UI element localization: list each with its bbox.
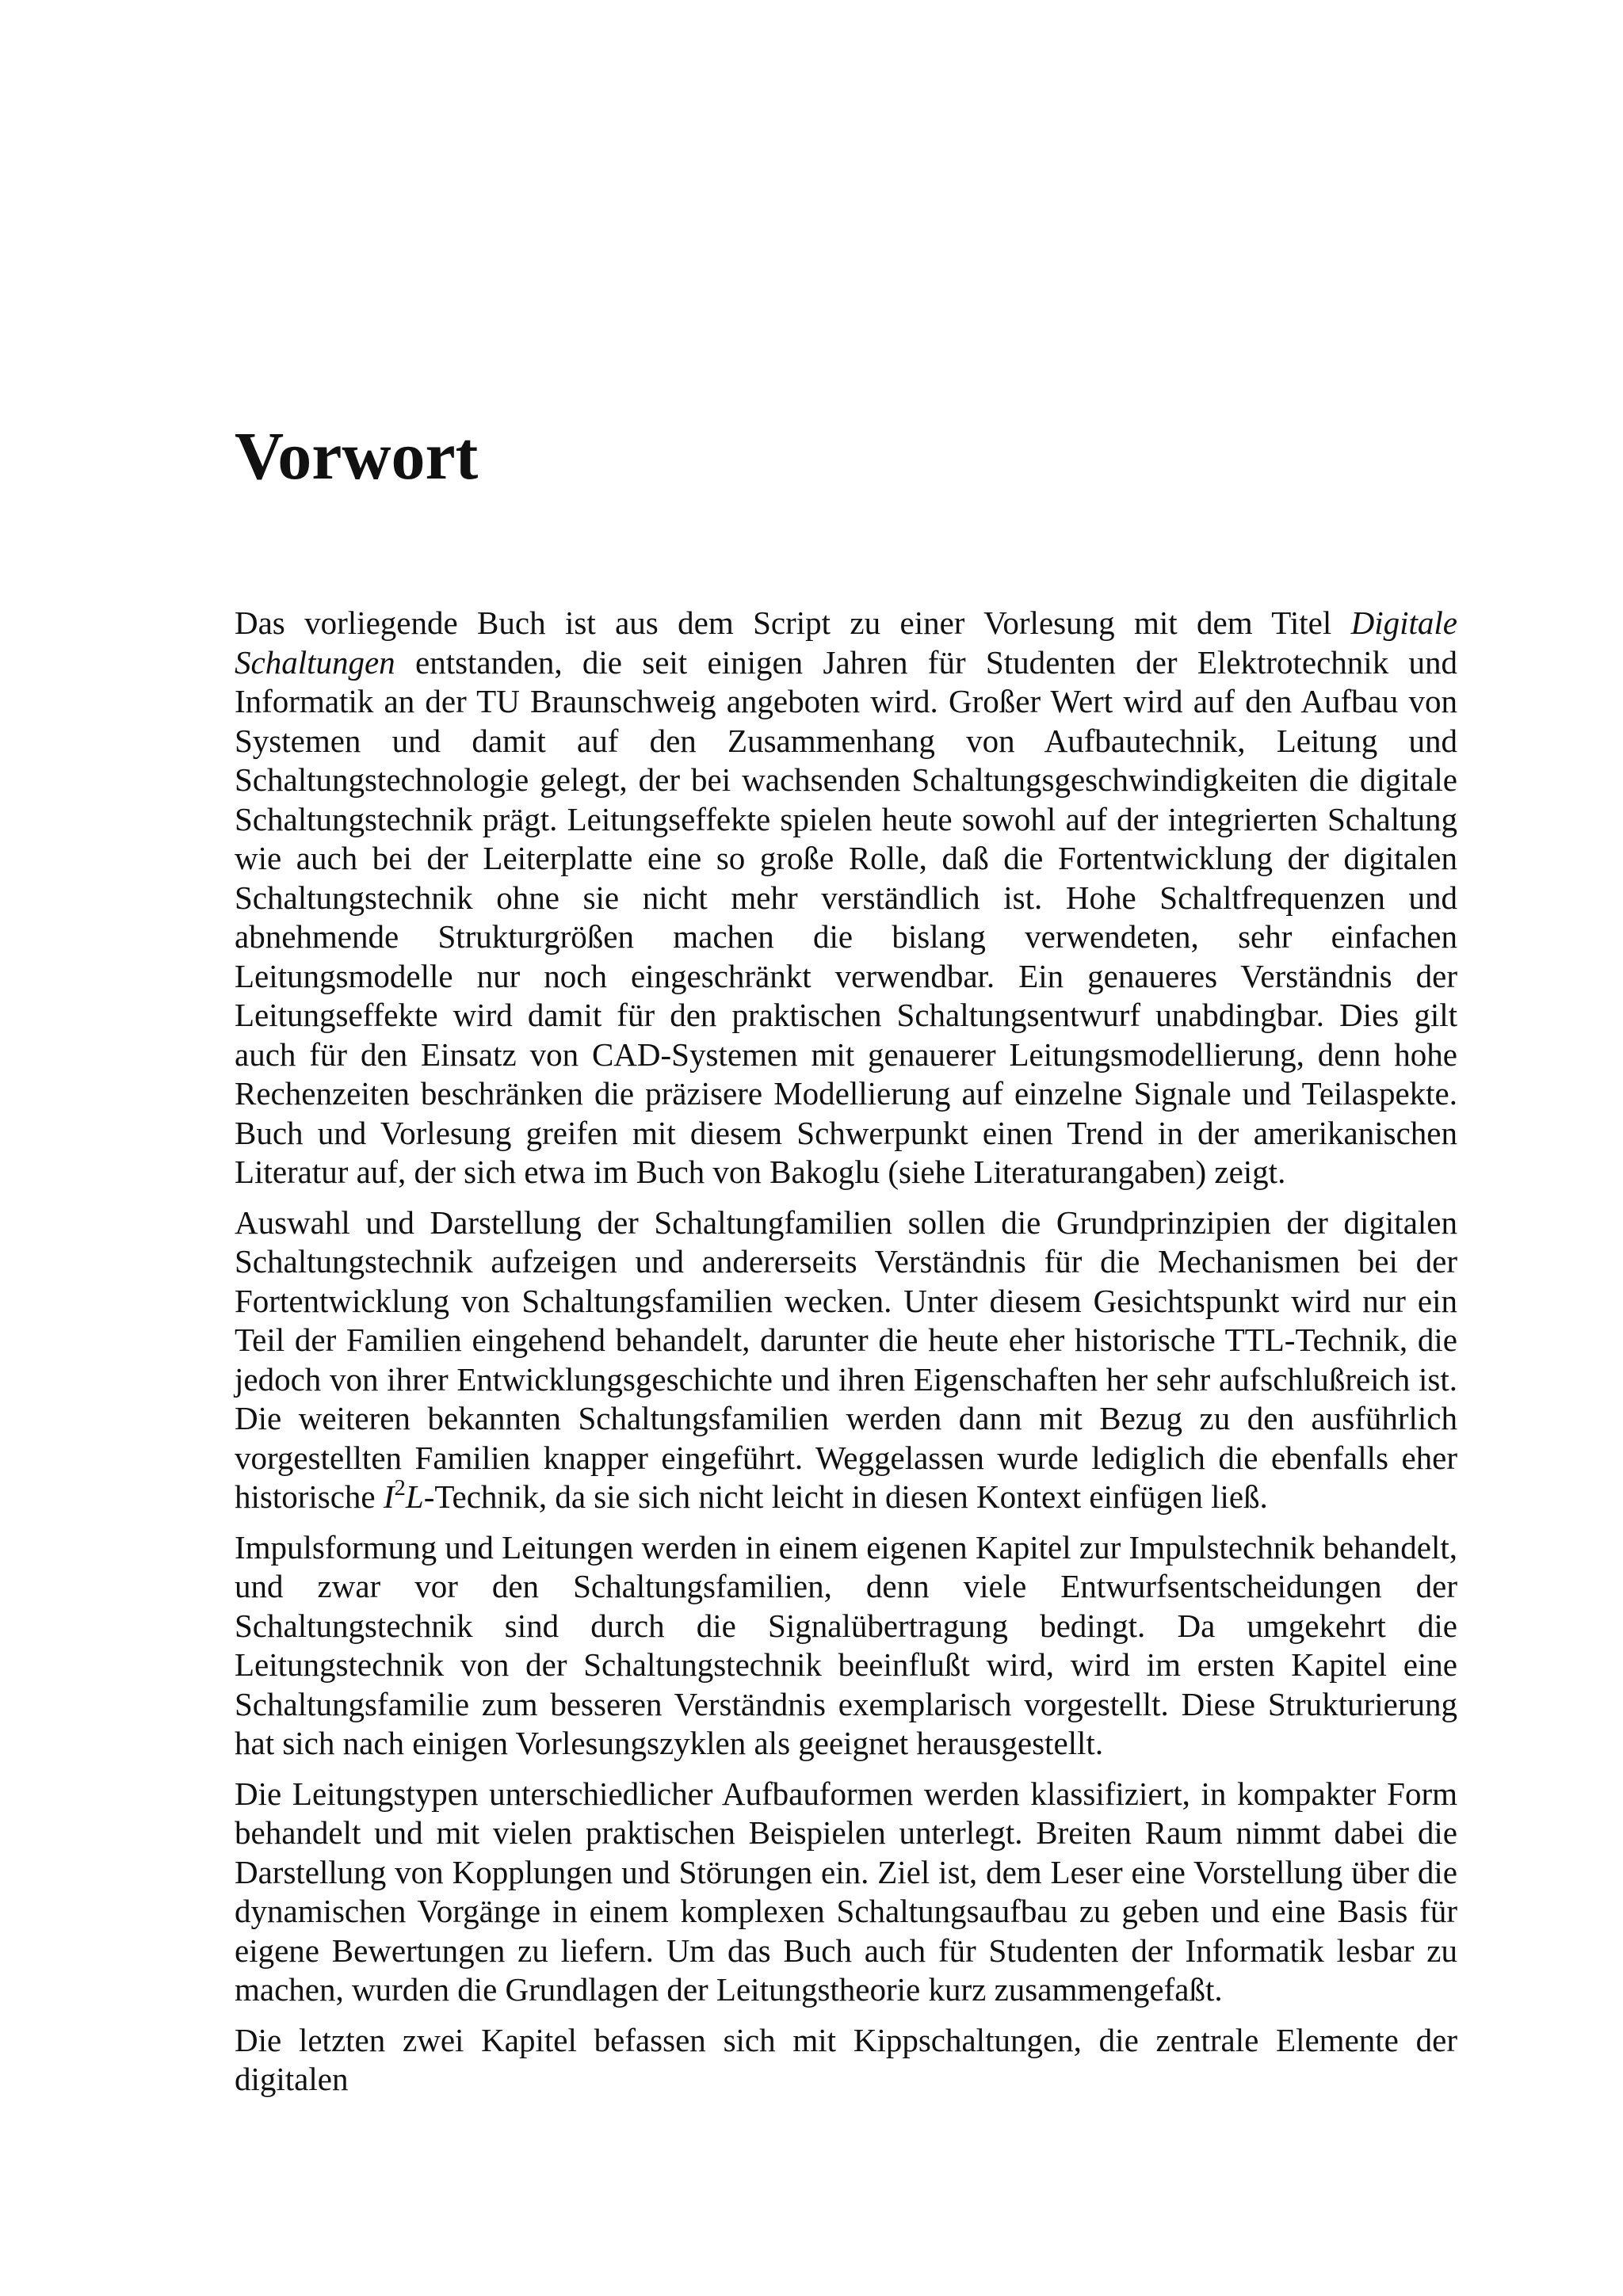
- preface-body: [235, 604, 1457, 2111]
- paragraph-5: Die letzten zwei Kapitel befassen sich mit Kippschaltungen, die zentrale Elemente der digitalen: [235, 2021, 1457, 2097]
- paragraph-2: [235, 1203, 1457, 1517]
- paragraph-1-text-end: entstanden, die seit einigen Jahren für Studenten der Elektrotechnik und Informatik an der TU Braunschweig angeboten wird. Großer Wert wird auf den Aufbau von Systemen und damit auf den Zusammenhang von Aufbautechnik, Leitung und Schaltungstechnologie gelegt, der bei wachsenden Schaltungsgeschwindigkeiten die digitale Schaltungstechnik prägt. Leitungseffekte spielen heute sowohl auf der integrierten Schaltung wie auch bei der Leiterplatte eine so große Rolle, daß die Fortentwicklung der digitalen Schaltungstechnik ohne sie nicht mehr verständlich ist. Hohe Schaltfrequenzen und abnehmende Strukturgrößen machen die bislang verwendeten, sehr einfachen Leitungsmodelle nur noch eingeschränkt verwendbar. Ein genaueres Verständnis der Leitungseffekte wird damit für den praktischen Schaltungsentwurf unabdingbar. Dies gilt auch für den Einsatz von CAD-Systemen mit genauerer Leitungsmodellierung, denn hohe Rechenzeiten beschränken die präzisere Modellierung auf einzelne Signale und Teilaspekte. Buch und Vorlesung greifen mit diesem Schwerpunkt einen Trend in der amerikanischen Literatur auf, der sich etwa im Buch von Bakoglu (siehe Literaturangaben) zeigt.: [235, 643, 1457, 1190]
- i2l-formula-base: I: [383, 1478, 395, 1515]
- i2l-formula-variable: L: [405, 1478, 424, 1515]
- paragraph-2-text-end: -Technik, da sie sich nicht leicht in diesen Kontext einfügen ließ.: [423, 1478, 1268, 1515]
- i2l-formula-exponent: 2: [394, 1475, 406, 1501]
- paragraph-4: Die Leitungstypen unterschiedlicher Aufbauformen werden klassifiziert, in kompakter Form behandelt und mit vielen praktischen Beispielen unterlegt. Breiten Raum nimmt dabei die Darstellung von Kopplungen und Störungen ein. Ziel ist, dem Leser eine Vorstellung über die dynamischen Vorgänge in einem komplexen Schaltungsaufbau zu geben und eine Basis für eigene Bewertungen zu liefern. Um das Buch auch für Studenten der Informatik lesbar zu machen, wurden die Grundlagen der Leitungstheorie kurz zusammengefaßt.: [235, 1775, 1457, 2008]
- paragraph-3: Impulsformung und Leitungen werden in einem eigenen Kapitel zur Impulstechnik behandelt, und zwar vor den Schaltungsfamilien, denn viele Entwurfsentscheidungen der Schaltungstechnik sind durch die Signalübertragung bedingt. Da umgekehrt die Leitungstechnik von der Schaltungstechnik beeinflußt wird, wird im ersten Kapitel eine Schaltungsfamilie zum besseren Verständnis exemplarisch vorgestellt. Diese Strukturierung hat sich nach einigen Vorlesungszyklen als geeignet herausgestellt.: [235, 1528, 1457, 1761]
- i2l-formula: [383, 1475, 424, 1515]
- paragraph-1-text-start: Das vorliegende Buch ist aus dem Script zu einer Vorlesung mit dem Titel: [235, 605, 1351, 641]
- paragraph-2-text-start: Auswahl und Darstellung der Schaltungfamilien sollen die Grundprinzipien der digitalen Schaltungstechnik aufzeigen und andererseits Verständnis für die Mechanismen bei der Fortentwicklung von Schaltungsfamilien wecken. Unter diesem Gesichtspunkt wird nur ein Teil der Familien eingehend behandelt, darunter die heute eher historische TTL-Technik, die jedoch von ihrer Entwicklungsgeschichte und ihren Eigenschaften her sehr aufschlußreich ist. Die weiteren bekannten Schaltungsfamilien werden dann mit Bezug zu den ausführlich vorgestellten Familien knapper eingeführt. Weggelassen wurde lediglich die ebenfalls eher historische: [235, 1203, 1457, 1515]
- chapter-title: Vorwort: [235, 418, 479, 494]
- paragraph-1: [235, 604, 1457, 1192]
- course-title-emphasis: Digitale Schaltungen: [235, 605, 1457, 681]
